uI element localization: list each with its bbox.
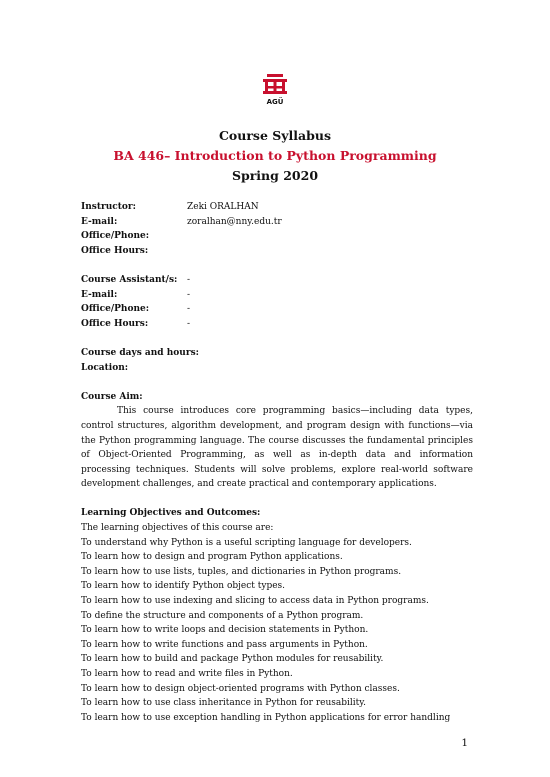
instructor-hours-label: Office Hours: xyxy=(81,245,149,256)
spacer xyxy=(81,331,473,346)
objective-item: To learn how to write loops and decision statements in Python. xyxy=(81,625,369,636)
assistant-hours-label: Office Hours: xyxy=(81,318,149,329)
instructor-email-label: E-mail: xyxy=(81,216,118,227)
objective-item: To learn how to read and write files in Python. xyxy=(81,669,293,679)
instructor-email-value: zoralhan@nny.edu.tr xyxy=(187,216,282,227)
course-days-label: Course days and hours: xyxy=(81,347,199,358)
objective-item: To learn how to build and package Python modules for reusability. xyxy=(81,654,384,665)
agu-logo-caption: AGÜ xyxy=(266,98,284,106)
course-aim-text: This course introduces core programming basics—including data types, control structures, algorithm development, and program design with functions—via the Python programming language. The course discusses the fundamental principles of Object-Oriented Programming, as well as in-depth data and information processing techniques. Students will solve problems, explore real-world software development challenges, and create practical and contemporary applications. xyxy=(81,406,473,490)
objective-item: To learn how to write functions and pass arguments in Python. xyxy=(81,639,368,650)
location-label: Location: xyxy=(81,362,129,373)
spacer xyxy=(81,492,473,507)
objective-item: To learn how to use class inheritance in Python for reusability. xyxy=(81,698,367,709)
instructor-hours-value xyxy=(187,244,473,259)
objective-item: To learn how to use indexing and slicing to access data in Python programs. xyxy=(81,596,429,607)
instructor-hours-row xyxy=(81,244,473,259)
assistant-office-value: - xyxy=(187,304,191,315)
objectives-list xyxy=(81,536,473,726)
term-label: Spring 2020 xyxy=(231,168,319,183)
assistant-label: Course Assistant/s: xyxy=(81,274,178,285)
spacer xyxy=(81,375,473,390)
objective-item: To learn how to design object-oriented programs with Python classes. xyxy=(81,683,400,694)
objective-item: To learn how to design and program Python applications. xyxy=(81,552,343,563)
course-aim-heading: Course Aim: xyxy=(81,391,143,402)
instructor-office-row xyxy=(81,229,473,244)
objective-item: To define the structure and components of a Python program. xyxy=(81,610,364,621)
title-block xyxy=(0,126,550,186)
instructor-office-value xyxy=(187,229,473,244)
instructor-email-row xyxy=(81,215,473,230)
course-aim-paragraph xyxy=(81,404,473,492)
objective-item: To learn how to identify Python object types. xyxy=(81,581,286,592)
assistant-office-row xyxy=(81,302,473,317)
agu-logo xyxy=(263,74,287,106)
syllabus-content xyxy=(81,200,473,725)
instructor-row xyxy=(81,200,473,215)
document-title: Course Syllabus xyxy=(218,128,332,143)
objective-item: To understand why Python is a useful scripting language for developers. xyxy=(81,537,412,548)
objective-item: To learn how to use exception handling in Python applications for error handling xyxy=(81,712,451,723)
assistant-hours-value: - xyxy=(187,318,191,329)
objectives-intro: The learning objectives of this course are: xyxy=(81,523,274,534)
instructor-office-label: Office/Phone: xyxy=(81,231,150,242)
assistant-office-label: Office/Phone: xyxy=(81,304,150,315)
assistant-row xyxy=(81,273,473,288)
objectives-heading: Learning Objectives and Outcomes: xyxy=(81,508,261,519)
instructor-value: Zeki ORALHAN xyxy=(187,202,259,212)
assistant-email-label: E-mail: xyxy=(81,289,118,300)
assistant-hours-row xyxy=(81,317,473,332)
assistant-email-value: - xyxy=(187,289,191,300)
spacer xyxy=(81,258,473,273)
page-number: 1 xyxy=(461,737,468,749)
assistant-value: - xyxy=(187,274,191,285)
objective-item: To learn how to use lists, tuples, and dictionaries in Python programs. xyxy=(81,566,402,577)
assistant-email-row xyxy=(81,288,473,303)
course-title: BA 446– Introduction to Python Programming xyxy=(113,148,437,163)
instructor-label: Instructor: xyxy=(81,202,136,212)
